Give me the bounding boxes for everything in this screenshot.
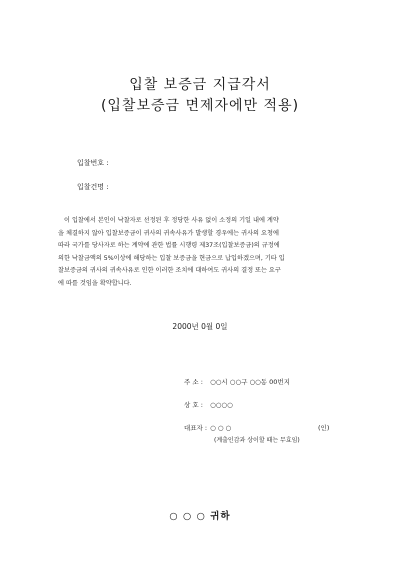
body-line: 따라 국가를 당사자로 하는 계약에 관한 법률 시행령 제37조(입찰보증금)의 규정에 <box>58 242 280 250</box>
bid-number-label: 입찰번호 : <box>77 159 109 167</box>
body-line: 의한 낙찰금액의 5%이상에 해당하는 입찰 보증금을 현금으로 납입하겠으며, 기타 입 <box>58 254 285 262</box>
document-subtitle: (입찰보증금 면제자에만 적용) <box>100 98 300 114</box>
pledge-body-text <box>58 215 348 291</box>
body-line: 을 체결하지 않아 입찰보증금이 귀사의 귀속사유가 발생할 경우에는 귀사의 요청에 <box>58 229 279 237</box>
body-line: 이 입찰에서 본인이 낙찰자로 선정된 후 정당한 사유 없이 소정의 기일 내에 계약 <box>64 217 279 224</box>
address-value: ○○시 ○○구 ○○동 00번지 <box>210 378 290 386</box>
document-date: 2000년 0월 0일 <box>172 322 228 331</box>
recipient-line: ○ ○ ○ 귀하 <box>169 511 231 522</box>
bid-subject-label: 입찰건명 : <box>77 183 109 191</box>
address-label: 주 소 : <box>184 378 203 386</box>
company-value: ○○○○ <box>210 401 233 409</box>
document-title: 입찰 보증금 지급각서 <box>129 77 271 93</box>
address-row <box>184 377 290 386</box>
body-line: 에 따를 것임을 확약합니다. <box>58 279 132 287</box>
body-line: 찰보증금의 귀사의 귀속사유로 인한 이러한 조치에 대하여도 귀사의 결정 또는 요구 <box>58 267 281 275</box>
company-label: 상 호 : <box>184 401 203 409</box>
representative-value: ○ ○ ○ <box>210 424 232 432</box>
company-row <box>184 400 233 409</box>
seal-note: (계출인감과 상이할 때는 무효임) <box>214 437 300 444</box>
representative-label: 대표자 : <box>184 424 208 432</box>
representative-row <box>184 423 330 432</box>
seal-mark: (인) <box>318 424 330 432</box>
